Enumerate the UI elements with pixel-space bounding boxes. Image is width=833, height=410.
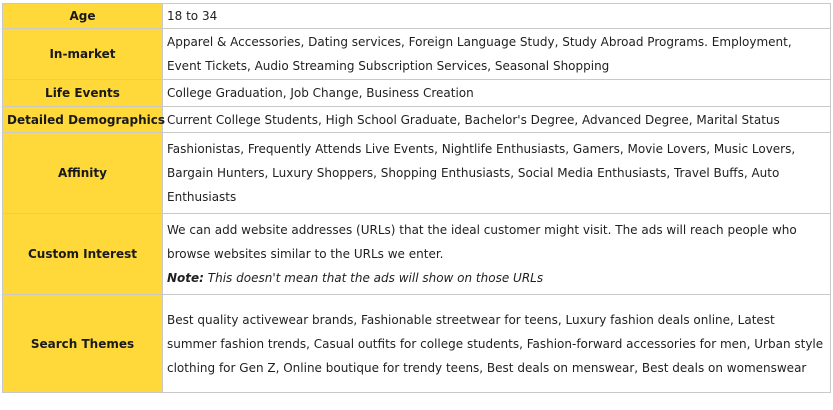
note-label: Note:: [167, 271, 204, 285]
table-row-detailed-demographics: [3, 107, 831, 133]
row-label-detailed-demographics: Detailed Demographics: [3, 107, 163, 133]
custom-interest-description: We can add website addresses (URLs) that the ideal customer might visit. The ads will reach people who browse websites similar to the URLs we enter.: [167, 223, 797, 261]
row-label-custom-interest: Custom Interest: [3, 214, 163, 295]
table-row-in-market: [3, 29, 831, 80]
row-label-in-market: In-market: [3, 29, 163, 80]
row-value-custom-interest: [163, 214, 831, 295]
row-label-life-events: Life Events: [3, 80, 163, 107]
table-row-search-themes: [3, 295, 831, 393]
note-text: This doesn't mean that the ads will show on those URLs: [203, 271, 544, 285]
table-row-life-events: [3, 80, 831, 107]
row-label-age: Age: [3, 4, 163, 29]
row-value-in-market: Apparel & Accessories, Dating services, Foreign Language Study, Study Abroad Programs. Employment, Event Tickets, Audio Streaming Subscription Services, Seasonal Shopping: [163, 29, 831, 80]
table-row-age: [3, 4, 831, 29]
row-label-affinity: Affinity: [3, 133, 163, 214]
audience-targeting-table: [2, 3, 831, 393]
custom-interest-note: [167, 266, 826, 290]
row-value-affinity: Fashionistas, Frequently Attends Live Events, Nightlife Enthusiasts, Gamers, Movie Lovers, Music Lovers, Bargain Hunters, Luxury Shoppers, Shopping Enthusiasts, Social Media Enthusiasts, Travel Buffs, Auto Enthusiasts: [163, 133, 831, 214]
table-row-custom-interest: [3, 214, 831, 295]
row-value-search-themes: Best quality activewear brands, Fashionable streetwear for teens, Luxury fashion deals online, Latest summer fashion trends, Casual outfits for college students, Fashion-forward accessories for men, Urban style clothing for Gen Z, Online boutique for trendy teens, Best deals on menswear, Best deals on womenswear: [163, 295, 831, 393]
table-row-affinity: [3, 133, 831, 214]
row-label-search-themes: Search Themes: [3, 295, 163, 393]
row-value-life-events: College Graduation, Job Change, Business Creation: [163, 80, 831, 107]
row-value-age: 18 to 34: [163, 4, 831, 29]
row-value-detailed-demographics: Current College Students, High School Graduate, Bachelor's Degree, Advanced Degree, Marital Status: [163, 107, 831, 133]
